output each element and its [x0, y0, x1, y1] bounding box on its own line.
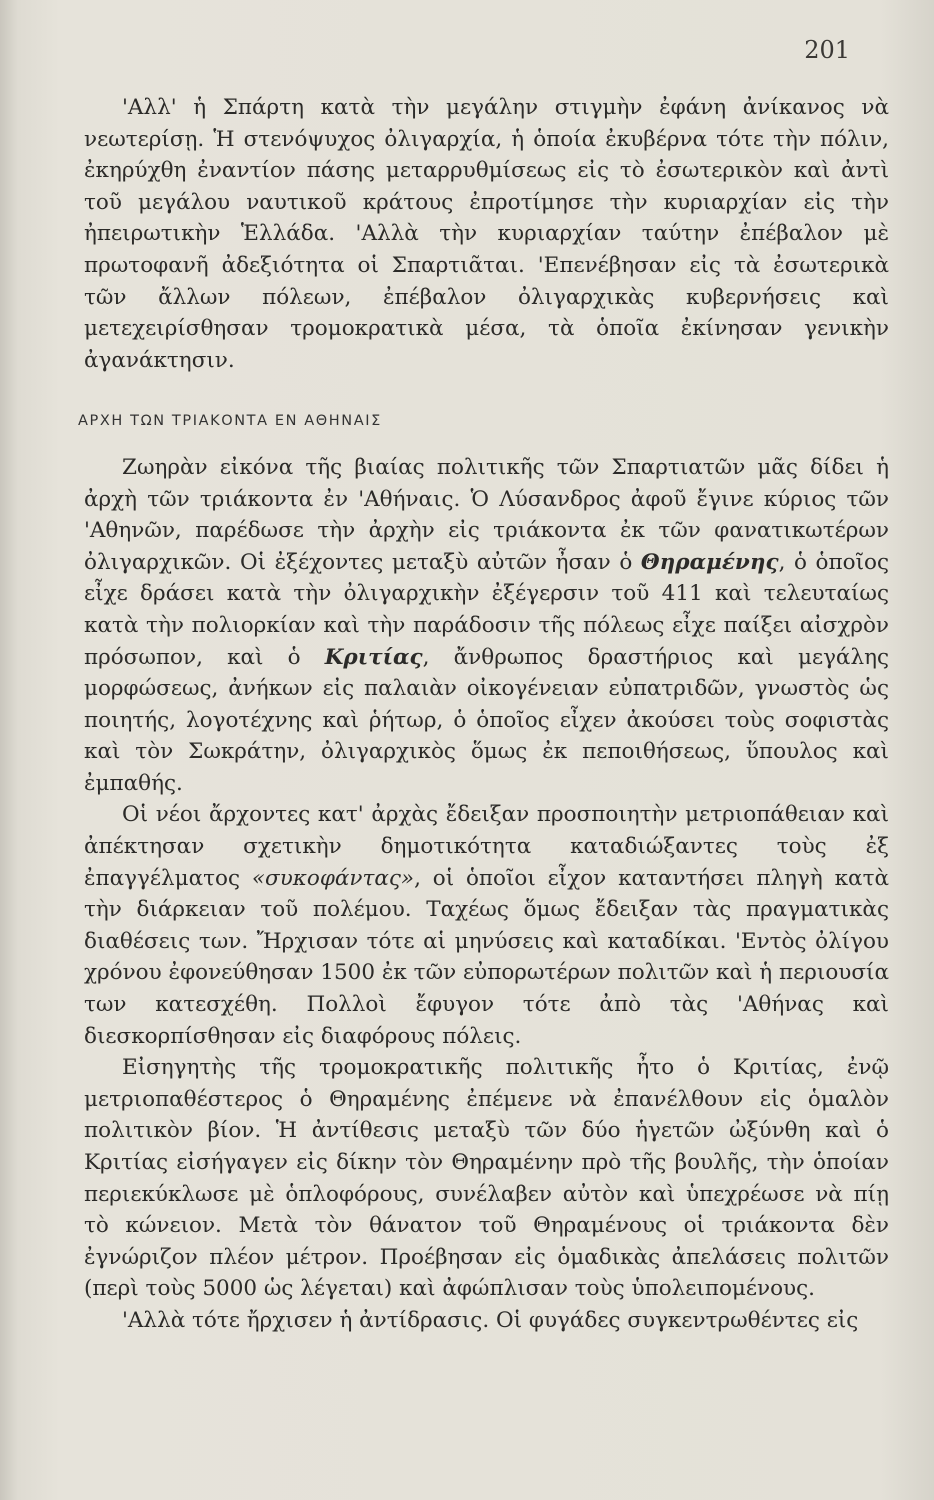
paragraph-text: , οἱ ὁποῖοι εἶχον καταντήσει πληγὴ κατὰ τὴν διάρκειαν τοῦ πολέμου. Ταχέως ὅμως ἔδειξαν τὰς πραγματικὰς διαθέσεις των. Ἤρχισαν τότε αἱ μηνύσεις καὶ καταδίκαι. 'Εντὸς ὀλίγου χρόνου ἐφονεύθησαν 1500 ἐκ τῶν εὐπορωτέρων πολιτῶν καὶ ἡ περιουσία των κατεσχέθη. Πολλοὶ ἔφυγον τότε ἀπὸ τὰς 'Αθήνας καὶ διεσκορπίσθησαν εἰς διαφόρους πόλεις.	[84, 865, 889, 1049]
section-heading: ΑΡΧΗ ΤΩΝ ΤΡΙΑΚΟΝΤΑ ΕΝ ΑΘΗΝΑΙΣ	[78, 413, 382, 430]
paragraph-critias-theramenes: Εἰσηγητὴς τῆς τρομοκρατικῆς πολιτικῆς ἦτο ὁ Κριτίας, ἐνῷ μετριοπαθέστερος ὁ Θηραμένης ἐπέμενε νὰ ἐπανέλθουν εἰς ὁμαλὸν πολιτικὸν βίον. Ἡ ἀντίθεσις μεταξὺ τῶν δύο ἡγετῶν ὠξύνθη καὶ ὁ Κριτίας εἰσήγαγεν εἰς δίκην τὸν Θηραμένην πρὸ τῆς βουλῆς, τὴν ὁποίαν περιεκύκλωσε μὲ ὁπλοφόρους, συνέλαβεν αὐτὸν καὶ ὑπεχρέωσε νὰ πίῃ τὸ κώνειον. Μετὰ τὸν θάνατον τοῦ Θηραμένους οἱ τριάκοντα δὲν ἐγνώριζον πλέον μέτρον. Προέβησαν εἰς ὁμαδικὰς ἀπελάσεις πολιτῶν (περὶ τοὺς 5000 ὡς λέγεται) καὶ ἀφώπλισαν τοὺς ὑπολειπομένους.	[84, 1055, 889, 1302]
paragraph-sparta: 'Αλλ' ἡ Σπάρτη κατὰ τὴν μεγάλην στιγμὴν ἐφάνη ἀνίκανος νὰ νεωτερίσῃ. Ἡ στενόψυχος ὀλιγαρχία, ἡ ὁποία ἐκυβέρνα τότε τὴν πόλιν, ἐκηρύχθη ἐναντίον πάσης μεταρρυθμίσεως εἰς τὸ ἐσωτερικὸν καὶ ἀντὶ τοῦ μεγάλου ναυτικοῦ κράτους ἐπροτίμησε τὴν κυριαρχίαν εἰς τὴν ἠπειρωτικὴν Ἑλλάδα. 'Αλλὰ τὴν κυριαρχίαν ταύτην ἐπέβαλον μὲ πρωτοφανῆ ἀδεξιότητα οἱ Σπαρτιᾶται. 'Επενέβησαν εἰς τὰ ἐσωτερικὰ τῶν ἄλλων πόλεων, ἐπέβαλον ὀλιγαρχικὰς κυβερνήσεις καὶ μετεχειρίσθησαν τρομοκρατικὰ μέσα, τὰ ὁποῖα ἐκίνησαν γενικὴν ἀγανάκτησιν.	[84, 95, 889, 373]
paragraph-reaction: 'Αλλὰ τότε ἤρχισεν ἡ ἀντίδρασις. Οἱ φυγάδες συγκεντρωθέντες εἰς	[122, 1307, 859, 1333]
paragraph-new-rulers	[84, 799, 889, 1052]
name-critias: Κριτίας	[324, 644, 423, 670]
paragraph-text: , ὁ ὁποῖος εἶχε δράσει κατὰ τὴν ὀλιγαρχικὴν ἐξέγερσιν τοῦ 411 καὶ τελευταίως κατὰ τὴν πολιορκίαν καὶ τὴν παράδοσιν τῆς πόλεως εἶχε παίξει αἰσχρὸν πρόσωπον, καὶ ὁ	[84, 549, 889, 670]
paragraph-text: Οἱ νέοι ἄρχοντες κατ' ἀρχὰς ἔδειξαν προσποιητὴν μετριοπάθειαν καὶ ἀπέκτησαν σχετικὴν δημοτικότητα καταδιώξαντες τοὺς ἐξ ἐπαγγέλματος	[84, 802, 889, 891]
paragraph-thirty-tyrants	[84, 452, 889, 800]
paragraph-text: Ζωηρὰν εἰκόνα τῆς βιαίας πολιτικῆς τῶν Σπαρτιατῶν μᾶς δίδει ἡ ἀρχὴ τῶν τριάκοντα ἐν 'Αθήναις. Ὁ Λύσανδρος ἀφοῦ ἔγινε κύριος τῶν 'Αθηνῶν, παρέδωσε τὴν ἀρχὴν εἰς τριάκοντα ἐκ τῶν φανατικωτέρων ὀλιγαρχικῶν. Οἱ ἐξέχοντες μεταξὺ αὐτῶν ἦσαν ὁ	[84, 454, 889, 575]
paragraph-text: , ἄνθρωπος δραστήριος καὶ μεγάλης μορφώσεως, ἀνήκων εἰς παλαιὰν οἰκογένειαν εὐπατριδῶν, γνωστὸς ὡς ποιητής, λογοτέχνης καὶ ῥήτωρ, ὁ ὁποῖος εἶχεν ἀκούσει τοὺς σοφιστὰς καὶ τὸν Σωκράτην, ὀλιγαρχικὸς ὅμως ἐκ πεποιθήσεως, ὕπουλος καὶ ἐμπαθής.	[84, 644, 890, 796]
quoted-term: «συκοφάντας»	[251, 865, 415, 891]
page-number: 201	[804, 36, 850, 64]
name-theramenes: Θηραμένης	[640, 549, 779, 575]
body-text	[78, 92, 890, 1337]
